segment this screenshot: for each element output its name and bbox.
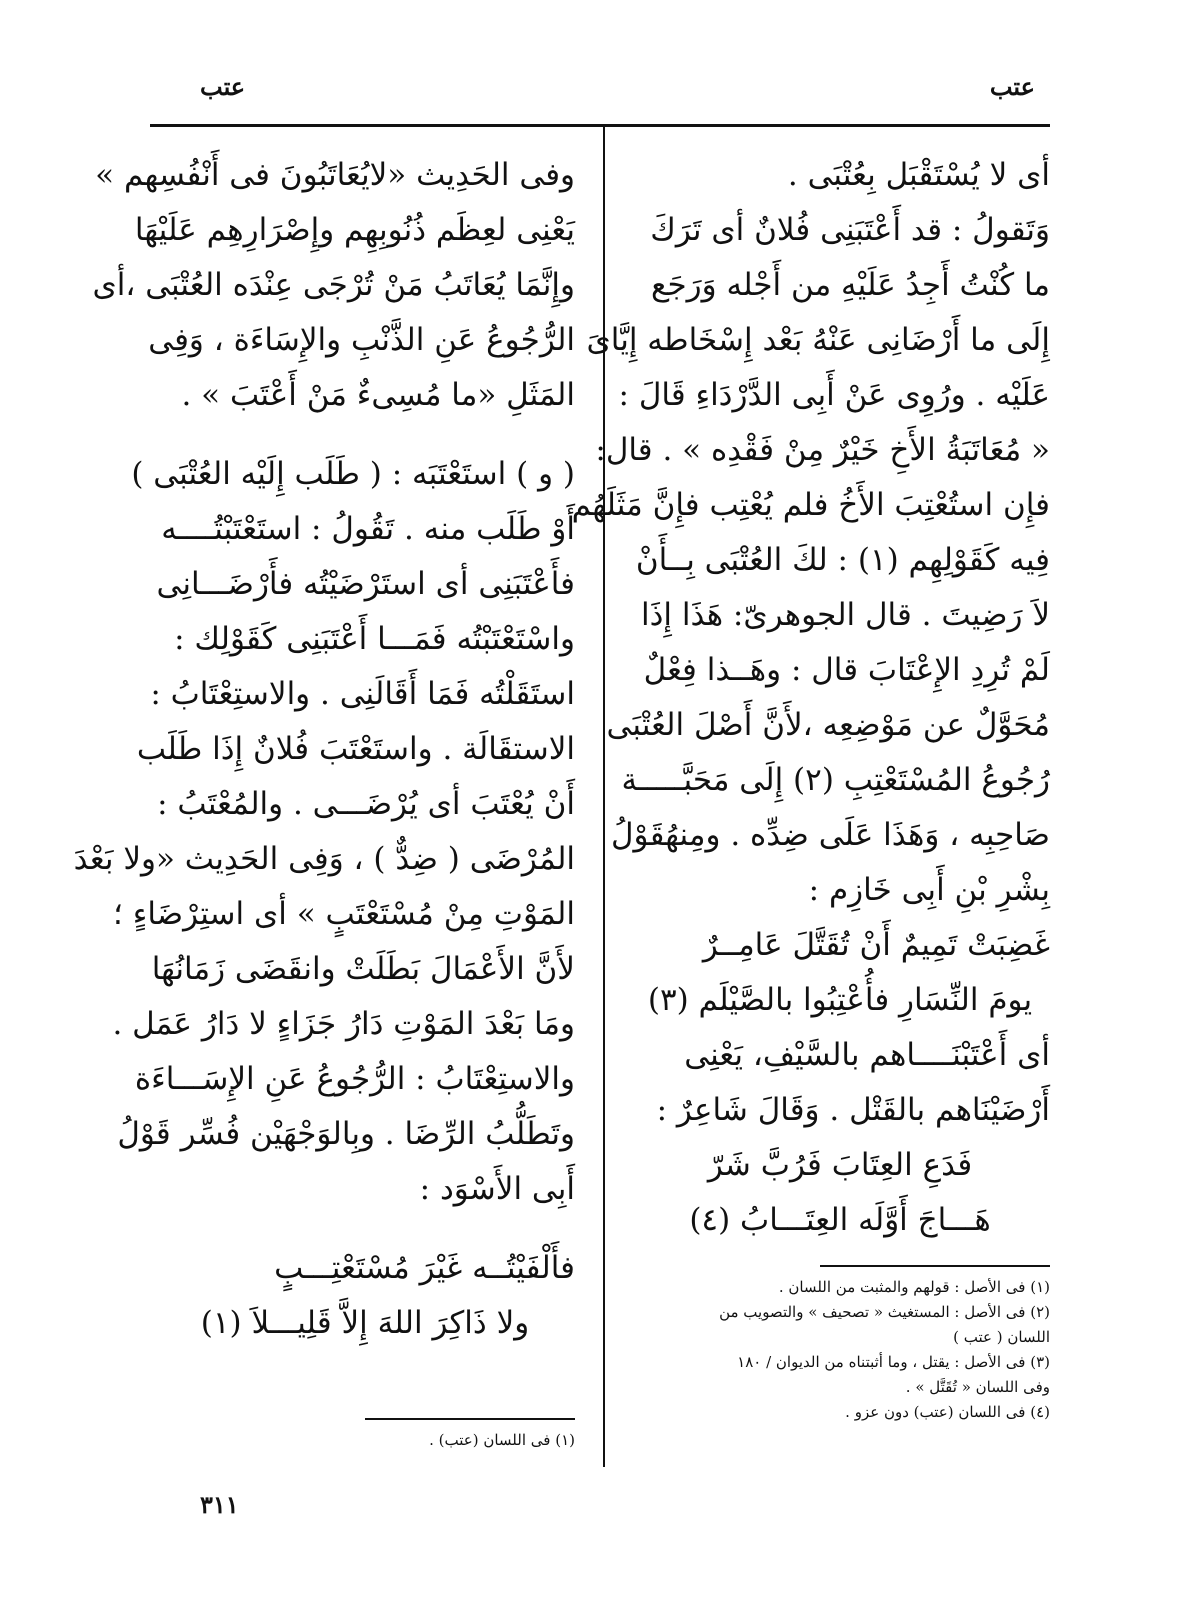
footnotes-right xyxy=(630,1275,1050,1425)
text-line: أَنْ يُعْتَبَ أى يُرْضَـــى . والمُعْتَبُ : xyxy=(157,786,575,822)
footnote: (٤) فى اللسان (عتب) دون عزو . xyxy=(845,1403,1050,1421)
text-line: فإِن استُعْتِبَ الأَخُ فلم يُعْتِب فإِنَّ مَثَلَهُم xyxy=(571,487,1050,523)
text-line: بِشْرِ بْنِ أَبِى خَازِم : xyxy=(808,872,1050,908)
text-line: استَقَلْتُه فَمَا أَقَالَنِى . والاستِعْتَابُ : xyxy=(150,676,575,712)
text-line: وإِنَّمَا يُعَاتَبُ مَنْ تُرْجَى عِنْدَه العُتْبَى ،أى xyxy=(92,267,575,303)
page-number: ٣١١ xyxy=(200,1490,239,1519)
paragraph-gap xyxy=(155,423,575,447)
paragraph-gap xyxy=(155,1217,575,1241)
footnote: (١) فى الأصل : قولهم والمثبت من اللسان . xyxy=(778,1278,1050,1296)
text-line: الاستقَالَة . واستَعْتَبَ فُلانٌ إِذَا طَلَب xyxy=(136,731,575,767)
text-line: الرُّجُوعُ عَنِ الذَّنْبِ والإِسَاءَة ، وَفِى xyxy=(148,322,575,358)
footnote: (٣) فى الأصل : يقتل ، وما أثبتناه من الديوان / ١٨٠ xyxy=(737,1353,1050,1371)
text-line: وفى الحَدِيث «لايُعَاتَبُونَ فى أَنْفُسِهم » xyxy=(95,157,575,193)
footnote-rule-right xyxy=(820,1265,1050,1267)
text-line: رُجُوعُ المُسْتَعْتِبِ (٢) إِلَى مَحَبَّـــــة xyxy=(621,762,1050,798)
text-line: « مُعَاتَبَةُ الأَخِ خَيْرٌ مِنْ فَقْدِه » . قال: xyxy=(595,432,1050,468)
text-line: واسْتَعْتَبْتُه فَمَـــا أَعْتَبَنِى كَقَوْلِك : xyxy=(174,621,575,657)
footnote: وفى اللسان « تُقَتَّل » . xyxy=(905,1378,1050,1396)
text-line: أَبِى الأَسْوَد : xyxy=(419,1171,575,1207)
text-line: لَمْ تُرِدِ الإِعْتَابَ قال : وهَــذا فِعْلٌ xyxy=(643,652,1050,688)
text-line: أَوْ طَلَب منه . تَقُولُ : استَعْتَبْتُــــه xyxy=(161,511,575,547)
text-line: ما كُنْتُ أَجِدُ عَلَيْهِ من أَجْله وَرَجَع xyxy=(651,267,1050,303)
text-line: أى لا يُسْتَقْبَل بِعُتْبَى . xyxy=(787,157,1050,193)
footnote: (١) فى اللسان (عتب) . xyxy=(429,1431,575,1449)
running-header-right: عتب xyxy=(989,72,1035,101)
text-line: فِيه كَقَوْلِهِم (١) : لكَ العُتْبَى بِــأَنْ xyxy=(635,542,1050,578)
text-line: ومَا بَعْدَ المَوْتِ دَارُ جَزَاءٍ لا دَارُ عَمَل . xyxy=(112,1006,575,1042)
text-line: لأَنَّ الأَعْمَالَ بَطَلَتْ وانقَضَى زَمَانُهَا xyxy=(151,951,575,987)
footnote: اللسان ( عتب ) xyxy=(953,1328,1050,1346)
text-line: لاَ رَضِيتَ . قال الجوهرىّ: هَذَا إِذَا xyxy=(640,597,1050,633)
text-line: والاستِعْتَابُ : الرُّجُوعُ عَنِ الإِسَـــاءَة xyxy=(134,1061,575,1097)
text-line: عَلَيْه . ورُوِى عَنْ أَبِى الدَّرْدَاءِ قَالَ : xyxy=(618,377,1050,413)
text-line: يَعْنِى لعِظَم ذُنُوبِهِم وإِصْرَارِهِم عَلَيْهَا xyxy=(134,212,575,248)
footnote-rule-left xyxy=(365,1418,575,1420)
text-line: وتَطَلُّبُ الرِّضَا . وبِالوَجْهَيْن فُسِّر قَوْلُ xyxy=(117,1116,575,1152)
text-line: إِلَى ما أَرْضَانِى عَنْهُ بَعْد إِسْخَاطه إِيَّاىَ xyxy=(586,322,1050,358)
text-line: أى أَعْتَبْنَــــاهم بالسَّيْفِ، يَعْنِى xyxy=(684,1037,1050,1073)
verse-line: غَضِبَتْ تَمِيمٌ أَنْ تُقَتَّلَ عَامِــرٌ xyxy=(702,927,1050,963)
verse-line: هَـــاجَ أَوَّلَه العِتَـــابُ (٤) xyxy=(689,1202,991,1238)
right-column xyxy=(571,148,1050,1248)
footnote: (٢) فى الأصل : المستغيث « تصحيف » والتصويب من xyxy=(719,1303,1050,1321)
text-line: وَتَقولُ : قد أَعْتَبَنِى فُلانٌ أى تَرَكَ xyxy=(650,212,1050,248)
footnotes-left xyxy=(360,1428,575,1453)
text-line: فأَعْتَبَنِى أى استَرْضَيْتُه فأَرْضَـــانِى xyxy=(156,566,575,602)
left-column xyxy=(73,148,575,1351)
verse-line: فَدَعِ العِتَابَ فَرُبَّ شَرّ xyxy=(707,1147,973,1183)
text-line: المُرْضَى ( ضِدٌّ ) ، وَفِى الحَدِيث «ولا بَعْدَ xyxy=(73,841,575,877)
verse-line: يومَ النِّسَارِ فأُعْتِبُوا بالصَّيْلَم (٣) xyxy=(647,982,1033,1018)
text-line: أَرْضَيْنَاهم بالقَتْل . وَقَالَ شَاعِرٌ : xyxy=(656,1092,1050,1128)
header-rule xyxy=(150,124,1050,127)
text-line: ( و ) استَعْتَبَه : ( طَلَب إِلَيْه العُتْبَى ) xyxy=(131,456,575,492)
text-line: المَوْتِ مِنْ مُسْتَعْتَبٍ » أى استِرْضَاءٍ ؛ xyxy=(113,896,575,932)
verse-line: ولا ذَاكِرَ اللهَ إِلاَّ قَلِيـــلاَ (١) xyxy=(200,1305,530,1341)
text-line: صَاحِبِه ، وَهَذَا عَلَى ضِدِّه . ومِنهُقَوْلُ xyxy=(611,817,1050,853)
text-line: مُحَوَّلٌ عن مَوْضِعِه ،لأَنَّ أَصْلَ العُتْبَى xyxy=(606,707,1050,743)
running-header-left: عتب xyxy=(200,72,246,101)
text-line: المَثَلِ «ما مُسِىءٌ مَنْ أَعْتَبَ » . xyxy=(181,377,575,413)
verse-line: فأَلْفَيْتُــه غَيْرَ مُسْتَعْتِـــبٍ xyxy=(274,1250,575,1286)
